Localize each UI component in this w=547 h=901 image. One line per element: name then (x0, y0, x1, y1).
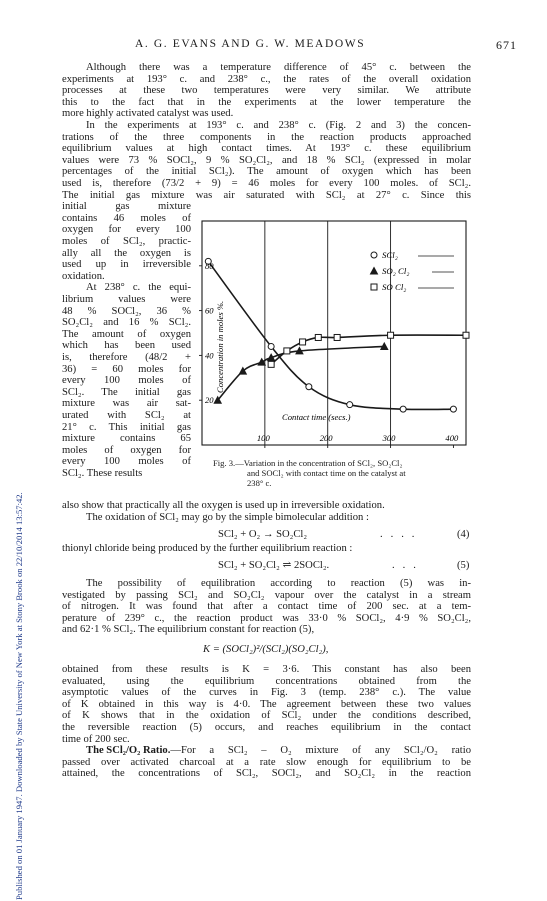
text-line: contains 46 moles of (62, 212, 191, 224)
text-line: oxidation. (62, 270, 105, 282)
text-line: attained, the concentrations of SCl₂, SOCl₂, and SO₂Cl₂ in the reaction (62, 768, 471, 780)
data-point-square (268, 361, 274, 367)
text-line: evaluated, using the equilibrium concentrations obtained from the (62, 675, 471, 687)
equation-number: (5) (457, 560, 470, 571)
figure-3-chart (196, 215, 474, 453)
text-line: initial gas mixture (62, 201, 191, 213)
text-line: oxygen for every 100 (62, 224, 191, 236)
text-line: At 238° c. the equi- (86, 282, 191, 294)
text-line: SCl₂. These results (62, 468, 143, 479)
data-point-circle (306, 384, 312, 390)
legend-entry (371, 266, 455, 276)
text-line: asymptotic values of the curves in Fig. 3 (temp. 238° c.). The value (62, 687, 471, 699)
text-line: every 100 moles of (62, 456, 191, 468)
chart-legend (371, 250, 455, 292)
text-line: of nitrogen. It was found that after a contact time of 200 sec. at a tem- (62, 601, 471, 613)
text-line: processes at these two temperatures were very similar. We attribute (62, 85, 471, 97)
text-line: of K obtained in this way is 4·0. The agreement between these two values (62, 698, 471, 710)
x-tick-label: 100 (256, 433, 270, 443)
equation-leader: . . . (392, 560, 416, 571)
text-line: obtained from these results is K = 3·6. This constant has also been (62, 664, 471, 675)
text-line: this to the fact that in the experiments at the lower temperature the (62, 96, 471, 108)
caption-line: and SOCl₂ with contact time on the catalyst at (247, 468, 406, 478)
text-line: The initial gas mixture was air saturated with SCl₂ at 27° c. Since this (62, 189, 471, 201)
text-line: passed over activated charcoal at a rate slow enough for equilibrium to be (62, 756, 471, 768)
text-line: is, therefore (48/2 + (62, 352, 191, 363)
text-line: perature of 239° c., the reaction product was 33·0 % SOCl₂, 4·9 % SO₂Cl₂, (62, 612, 471, 624)
equation-number: (4) (457, 529, 470, 540)
data-point-circle (347, 402, 353, 408)
y-tick-label: 80 (205, 260, 214, 271)
x-tick-label: 300 (382, 433, 396, 443)
equation-text: SCl₂ + SO₂Cl₂ ⇌ 2SOCl₂. (218, 560, 330, 571)
text-line: experiments at 193° c. and 238° c., the rates of the overall oxidation (62, 73, 471, 85)
data-point-circle (450, 406, 456, 412)
data-point-triangle (258, 359, 265, 366)
text-line: urated with SCl₂ at (62, 410, 191, 421)
text-line: SCl₂. The initial gas (62, 386, 191, 398)
caption-line: 238° c. (247, 478, 272, 488)
running-title: A. G. EVANS AND G. W. MEADOWS (135, 38, 366, 50)
equation-text: SCl₂ + O₂ → SO₂Cl₂ (218, 529, 308, 540)
y-axis-label: Concentration in moles %. (215, 300, 225, 393)
text-line: used is, therefore (73/2 + 9) = 46 moles for every 100 moles. of SCl₂. (62, 178, 471, 189)
equation-leader: . . . . (380, 529, 415, 540)
text-line: ally all the oxygen is (62, 247, 191, 259)
data-point-square (334, 334, 340, 340)
text-line: moles of oxygen for (62, 444, 191, 456)
text-line (86, 745, 471, 757)
legend-label: SO₂ Cl₂ (382, 266, 410, 276)
text-line: 48 % SOCl₂, 36 % (62, 305, 191, 317)
text-line: In the experiments at 193° c. and 238° c. (Fig. 2 and 3) the concen- (86, 120, 471, 131)
text-line: which has been used (62, 340, 191, 352)
data-point-square (284, 348, 290, 354)
text-line: time of 200 sec. (62, 733, 130, 745)
text-line: 21° c. This initial gas (62, 421, 191, 433)
x-tick-label: 400 (445, 433, 459, 443)
legend-entry (371, 282, 454, 292)
legend-entry (371, 250, 454, 260)
legend-label: SCl₂ (382, 250, 398, 260)
data-point-square (300, 339, 306, 345)
text-line: the reversible reaction (5) occurs, and reaches equilibrium in the contact (62, 722, 471, 733)
text-line: mixture was air sat- (62, 398, 191, 410)
text-line: mixture contains 65 (62, 433, 191, 445)
section-heading: The SCl₂/O₂ Ratio. (86, 745, 171, 757)
data-point-circle (400, 406, 406, 412)
x-axis-label: Contact time (secs.) (282, 412, 351, 422)
text-line: used up in irreversible (62, 259, 191, 271)
text-line: equilibrium values at high contact times. At 193° c. these equilibrium (62, 143, 471, 155)
legend-marker-circle (371, 252, 377, 258)
caption-line: Fig. 3.—Variation in the concentration of SCl₂, SO₂Cl₂ (213, 458, 403, 468)
text-line: Although there was a temperature difference of 45° c. between the (86, 62, 471, 73)
text-line: values were 73 % SOCl₂, 9 % SO₂Cl₂, and 18 % SCl₂ (expressed in molar (62, 154, 471, 166)
text-line: The amount of oxygen (62, 328, 191, 340)
page-number: 671 (496, 38, 517, 52)
text-line: thionyl chloride being produced by the further equilibrium reaction : (62, 543, 353, 554)
data-point-square (463, 332, 469, 338)
legend-marker-triangle (371, 268, 378, 275)
text-line: every 100 moles of (62, 375, 191, 387)
y-tick-label: 60 (205, 305, 214, 316)
text-line: also show that practically all the oxygen is used up in irreversible oxidation. (62, 500, 385, 511)
text-line: percentages of the initial SCl₂). The amount of oxygen which has been (62, 166, 471, 178)
data-point-square (315, 334, 321, 340)
text-run: —For a SCl₂ – O₂ mixture of any SCl₂/O₂ ratio (170, 745, 471, 757)
text-line: moles of SCl₂, practic- (62, 236, 191, 247)
data-point-square (388, 332, 394, 338)
text-line: and 62·1 % SCl₂. The equilibrium constant for reaction (5), (62, 624, 315, 636)
series-triangle (214, 343, 388, 403)
text-line: vestigated by passing SCl₂ and SO₂Cl₂ vapour over the catalyst in a stream (62, 589, 471, 601)
equilibrium-constant-equation: K = (SOCl₂)²/(SCl₂)(SO₂Cl₂), (203, 644, 329, 655)
text-line: The oxidation of SCl₂ may go by the simple bimolecular addition : (86, 512, 369, 523)
y-tick-label: 40 (205, 350, 214, 361)
text-line: more highly activated catalyst was used. (62, 108, 234, 120)
text-line: SO₂Cl₂ and 16 % SCl₂. (62, 317, 191, 329)
data-point-circle (268, 343, 274, 349)
text-line: 36) = 60 moles for (62, 363, 191, 375)
y-tick-label: 20 (205, 395, 214, 406)
text-line: The possibility of equilibration according to reaction (5) was in- (86, 578, 471, 589)
legend-marker-square (371, 284, 377, 290)
download-watermark: Published on 01 January 1947. Downloaded by State University of New York at Stony Brook on 22/10/2014 13:57:42. (14, 492, 24, 900)
text-line: librium values were (62, 294, 191, 305)
text-line: trations of the three components in the reaction products approached (62, 131, 471, 143)
x-tick-label: 200 (319, 433, 333, 443)
legend-label: SO Cl₂ (382, 282, 407, 292)
text-line: of K shows that in the oxidation of SCl₂ under the conditions described, (62, 710, 471, 722)
